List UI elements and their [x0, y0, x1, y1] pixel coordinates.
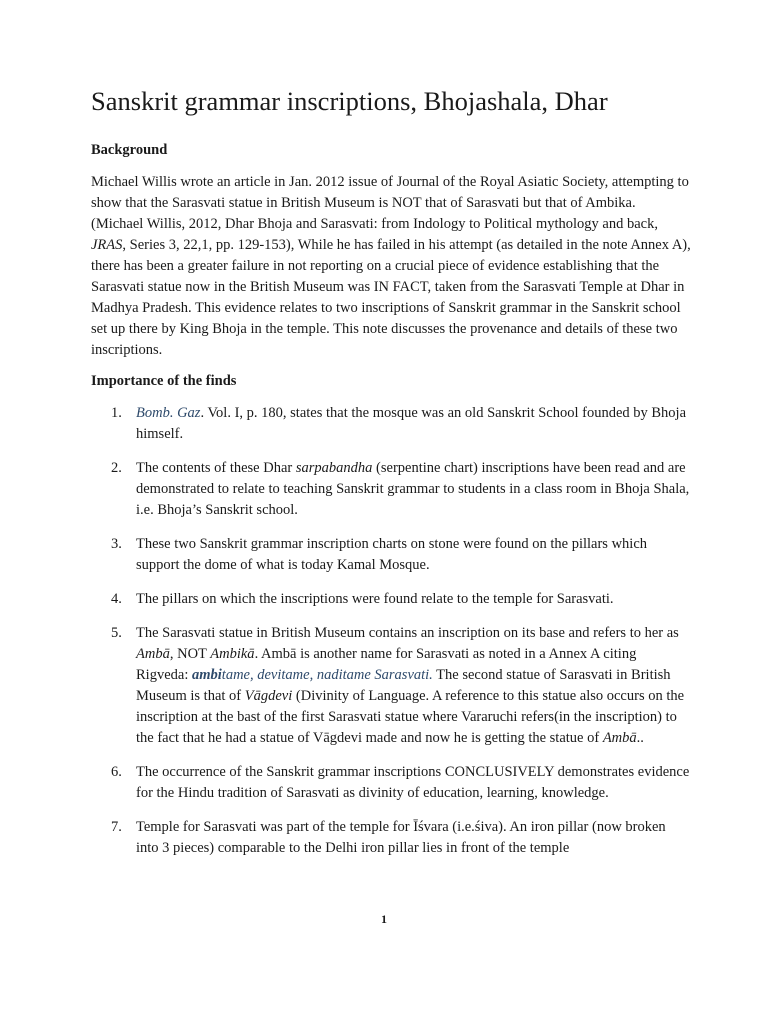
list-item [91, 589, 691, 610]
list-item-text: These two Sanskrit grammar inscription charts on stone were found on the pillars which support the dome of what is today Kamal Mosque. [136, 536, 648, 573]
list-item-text: The contents of these Dhar [136, 460, 296, 476]
background-paragraph [91, 172, 691, 361]
list-item-italic: Ambikā [210, 646, 255, 662]
list-item-italic: Ambā [602, 730, 637, 746]
list-item [91, 403, 691, 445]
list-item-number: 6. [111, 764, 122, 780]
list-item-text: . Ambā is another name for Sarasvati as noted in a Annex A citing Rigveda: [136, 646, 637, 683]
list-item-text: The occurrence of the Sanskrit grammar inscriptions CONCLUSIVELY demonstrates evidence for the Hindu tradition of Sarasvati as divinity of education, learning, knowledge. [136, 764, 690, 801]
list-item-text: The second statue of Sarasvati in British Museum is that of [136, 667, 671, 704]
list-item-text: (serpentine chart) inscriptions have been read and are demonstrated to relate to teaching Sanskrit grammar to students in a class room in Bhoja Shala, i.e. Bhoja’s Sanskrit school. [136, 460, 690, 518]
list-item [91, 762, 691, 804]
background-text-1: Michael Willis wrote an article in Jan. 2012 issue of Journal of the Royal Asiatic Society, attempting to show that the Sarasvati statue in British Museum is NOT that of Sarasvati but that of Ambika. (Michael Willis, 2012, Dhar Bhoja and Sarasvati: from Indology to Political mythology and back, [91, 174, 689, 232]
list-item-text: . Vol. I, p. 180, states that the mosque was an old Sanskrit School founded by Bhoja himself. [136, 405, 687, 442]
importance-heading: Importance of the finds [91, 373, 237, 389]
list-item-text: .. [636, 730, 644, 746]
list-item-bold-italic: ambi [191, 667, 222, 683]
background-heading: Background [91, 142, 168, 158]
importance-list [91, 403, 691, 872]
list-item-number: 7. [111, 819, 122, 835]
document-title: Sanskrit grammar inscriptions, Bhojashala, Dhar [91, 86, 608, 116]
list-item [91, 534, 691, 576]
list-item-italic: tame, devitame, naditame Sarasvati. [221, 667, 433, 683]
list-item [91, 458, 691, 521]
background-journal-abbrev: JRAS [91, 237, 123, 253]
list-item-italic: Vāgdevi [244, 688, 293, 704]
list-item-number: 4. [111, 591, 122, 607]
list-item-italic: Ambā [136, 646, 170, 662]
list-item-number: 3. [111, 536, 122, 552]
list-item [91, 623, 691, 749]
list-item-text: The pillars on which the inscriptions were found relate to the temple for Sarasvati. [136, 591, 614, 607]
list-item-number: 1. [111, 405, 122, 421]
list-item [91, 817, 691, 859]
list-item-text: Temple for Sarasvati was part of the temple for Īśvara (i.e.śiva). An iron pillar (now broken into 3 pieces) comparable to the Delhi iron pillar lies in front of the temple [136, 819, 666, 856]
list-item-text: , NOT [169, 646, 211, 662]
list-item-text: The Sarasvati statue in British Museum contains an inscription on its base and refers to her as [136, 625, 679, 641]
list-item-number: 2. [111, 460, 122, 476]
list-item-italic: sarpabandha [295, 460, 373, 476]
background-text-2: , Series 3, 22,1, pp. 129-153), While he has failed in his attempt (as detailed in the note Annex A), there has been a greater failure in not reporting on a crucial piece of evidence establishing that the Sarasvati statue now in the British Museum was IN FACT, taken from the Sarasvati Temple at Dhar in Madhya Pradesh. This evidence relates to two inscriptions of Sanskrit grammar in the Sanskrit school set up there by King Bhoja in the temple. This note discusses the provenance and details of these two inscriptions. [91, 237, 691, 358]
list-item-text: (Divinity of Language. A reference to this statue also occurs on the inscription at the bast of the first Sarasvati statue where Vararuchi refers(in the inscription) to the fact that he had a statue of Vāgdevi made and now he is getting the statue of [136, 688, 685, 746]
list-item-italic: Bomb. Gaz [136, 405, 201, 421]
page-number: 1 [381, 912, 387, 926]
list-item-number: 5. [111, 625, 122, 641]
